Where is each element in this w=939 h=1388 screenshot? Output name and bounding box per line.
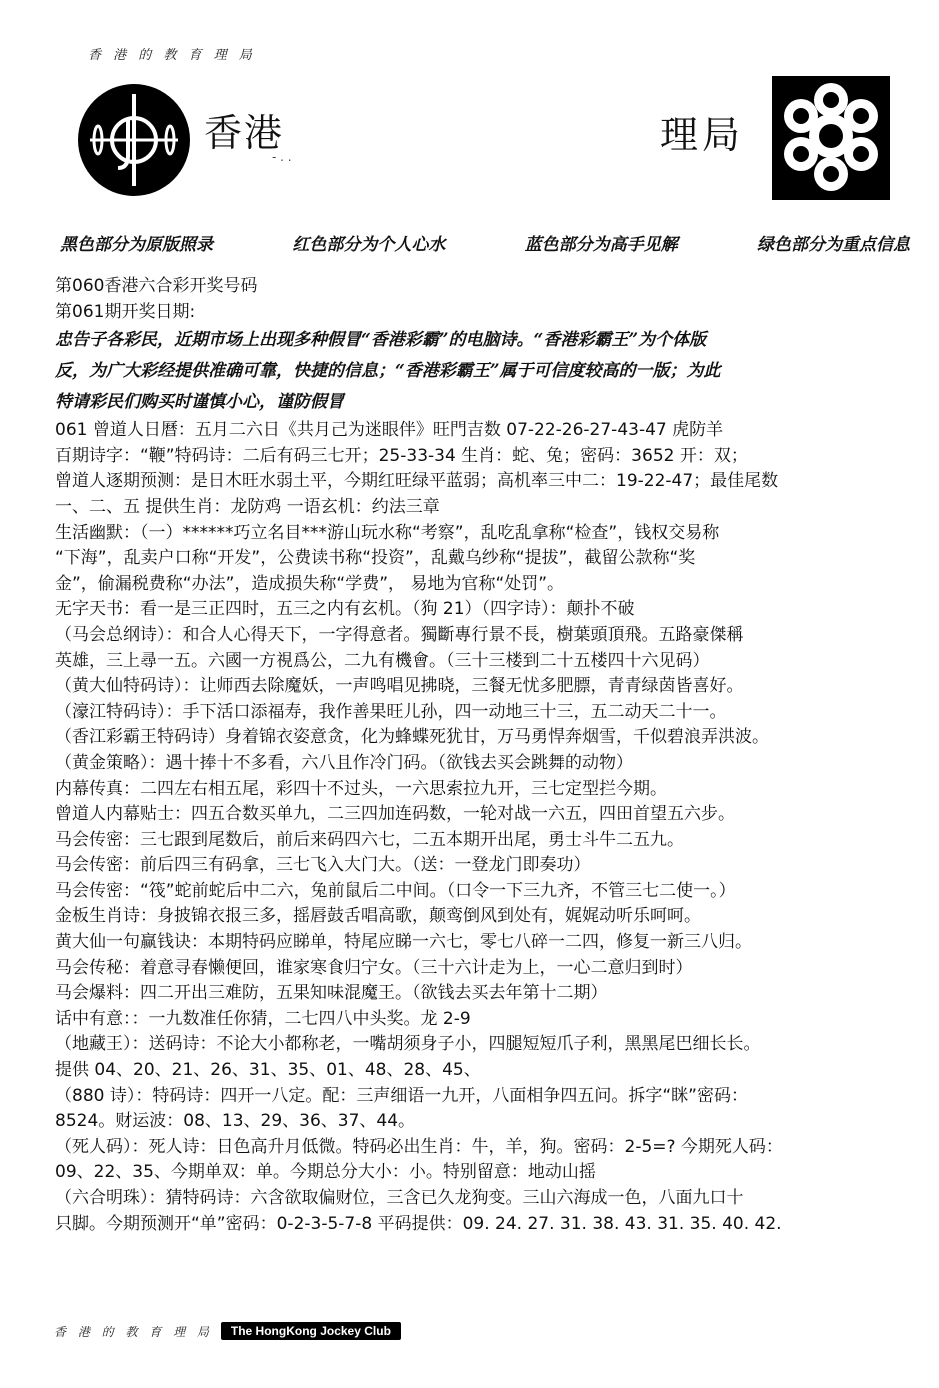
text-line: 061 曾道人日曆：五月二六日《共月己为迷眼伴》旺門吉数 07-22-26-27-43-47 虎防羊 xyxy=(55,420,724,441)
text-line: 马会爆料：四二开出三难防，五果知味混魔王。（欲钱去买去年第十二期） xyxy=(55,983,608,1004)
logo-left-text: 香港 xyxy=(204,111,285,155)
text-line: （死人码）：死人诗：日色高升月低微。特码必出生肖：牛，羊，狗。密码：2-5=? 今期死人码： xyxy=(55,1136,783,1157)
text-line: 金板生肖诗：身披锦衣报三多，摇唇鼓舌唱高歌，颠鸾倒风到处有，娓娓动听乐呵呵。 xyxy=(55,906,701,927)
text-line: 马会传密：前后四三有码拿，三七飞入大门大。（送：一登龙门即奏功） xyxy=(55,855,591,876)
text-line: 马会传密：三七跟到尾数后，前后来码四六七，二五本期开出尾，勇士斗牛二五九。 xyxy=(55,829,684,850)
text-line: 提供 04、20、21、26、31、35、01、48、28、45、 xyxy=(55,1060,481,1081)
top-tagline: 香 港 的 教 育 理 局 xyxy=(88,48,256,63)
text-line: 忠告子各彩民，近期市场上出现多种假冒“香港彩霸”的电脑诗。“香港彩霸王”为个体版 xyxy=(55,330,707,351)
color-legend xyxy=(60,230,910,255)
text-line: 曾道人逐期预测：是日木旺水弱土平，今期红旺绿平蓝弱；高机率三中二：19-22-47；最佳尾数 xyxy=(55,471,779,492)
document-body xyxy=(55,274,917,1237)
jockey-club-badge: The HongKong Jockey Club xyxy=(221,1322,401,1340)
logo-dots: - . . xyxy=(272,150,292,164)
text-line: 09、22、35、今期单双：单。今期总分大小：小。特别留意：地动山摇 xyxy=(55,1162,596,1183)
text-line: 反，为广大彩经提供准确可靠，快捷的信息；“香港彩霸王”属于可信度较高的一版；为此 xyxy=(55,361,721,382)
text-line: “下海”，乱卖户口称“开发”，公费读书称“投资”，乱戴乌纱称“提拔”，截留公款称“奖 xyxy=(55,548,696,569)
text-line: （香江彩霸王特码诗）身着锦衣姿意贪，化为蜂蝶死犹甘，万马勇悍奔烟雪，千似碧浪弄洪波。 xyxy=(55,727,769,748)
text-line: 黄大仙一句赢钱诀：本期特码应睇单，特尾应睇一六七，零七八碎一二四，修复一新三八归。 xyxy=(55,932,752,953)
text-line: 英雄，三上尋一五。六國一方視爲公，二九有機會。（三十三楼到二十五楼四十六见码） xyxy=(55,650,710,671)
text-line: 第061期开奖日期: xyxy=(55,301,196,322)
text-line: （六合明珠）：猜特码诗：六含欲取偏财位，三含已久龙狗变。三山六海成一色，八面九口十 xyxy=(55,1188,744,1208)
legend-green: 绿色部分为重点信息 xyxy=(756,235,910,255)
text-line: （马会总纲诗）：和合人心得天下，一字得意者。獨斷專行景不長，樹葉頭頂飛。五路豪傑稱 xyxy=(55,624,744,645)
text-line: 生活幽默：（一）******巧立名目***游山玩水称“考察”，乱吃乱拿称“检查”，钱权交易称 xyxy=(55,522,720,543)
text-line: （880 诗）：特码诗：四开一八定。配：三声细语一九开，八面相争四五问。拆字“眯”密码： xyxy=(55,1085,748,1106)
text-line: 内幕传真：二四左右相五尾，彩四十不过头，一六思索拉九开，三七定型拦今期。 xyxy=(55,778,667,799)
text-line: 无字天书：看一是三正四时，五三之内有玄机。（狗 21）（四字诗）：颠扑不破 xyxy=(55,599,635,620)
flower-emblem-icon xyxy=(772,76,890,200)
jockey-club-logo-icon xyxy=(76,82,192,198)
legend-blue: 蓝色部分为高手见解 xyxy=(524,235,678,255)
text-line: 第060香港六合彩开奖号码 xyxy=(55,276,258,296)
text-line: 话中有意：：一九数准任你猜，二七四八中头奖。龙 2-9 xyxy=(55,1008,471,1029)
text-line: 马会传密：“筏”蛇前蛇后中二六，兔前鼠后二中间。（口令一下三九齐，不管三七二使一。） xyxy=(55,880,736,901)
text-line: 百期诗字：“鞭”特码诗：二后有码三七开；25-33-34 生肖：蛇、兔；密码：3652 开：双； xyxy=(55,445,748,466)
text-line: 马会传秘：着意寻春懒便回，谁家寒食归宁女。（三十六计走为上，一心二意归到时） xyxy=(55,957,693,978)
logo-right-text: 理局 xyxy=(660,113,745,157)
footer xyxy=(54,1322,401,1340)
text-line: 只脚。今期预测开“单”密码：0-2-3-5-7-8 平码提供：09. 24. 27. 31. 38. 43. 31. 35. 40. 42. xyxy=(55,1213,782,1234)
text-line: 金”，偷漏税费称“办法”，造成损失称“学费”， 易地为官称“处罚”。 xyxy=(55,573,565,594)
text-line: 8524。财运波：08、13、29、36、37、44。 xyxy=(55,1111,416,1132)
text-line: 特请彩民们购买时谨慎小心，谨防假冒 xyxy=(55,392,344,413)
text-line: （黄金策略）：遇十捧十不多看，六八且作冷门码。（欲钱去买会跳舞的动物） xyxy=(55,752,633,773)
footer-tagline: 香 港 的 教 育 理 局 xyxy=(54,1324,213,1339)
text-line: （黄大仙特码诗）：让师西去除魔妖，一声鸣唱见拂晓，三餐无忧多肥膘，青青绿茵皆喜好。 xyxy=(55,676,744,697)
text-line: 曾道人内幕贴士：四五合数买单九，二三四加连码数，一轮对战一六五，四田首望五六步。 xyxy=(55,804,735,825)
text-line: （濠江特码诗）：手下活口添福寿，我作善果旺儿孙，四一动地三十三，五二动天二十一。 xyxy=(55,701,727,722)
legend-red: 红色部分为个人心水 xyxy=(292,235,446,255)
text-line: （地藏王）：送码诗：不论大小都称老，一嘴胡须身子小，四腿短短爪子利，黑黑尾巴细长长。 xyxy=(55,1034,761,1055)
legend-black: 黑色部分为原版照录 xyxy=(60,235,213,255)
text-line: 一、二、五 提供生肖：龙防鸡 一语玄机：约法三章 xyxy=(55,496,440,517)
